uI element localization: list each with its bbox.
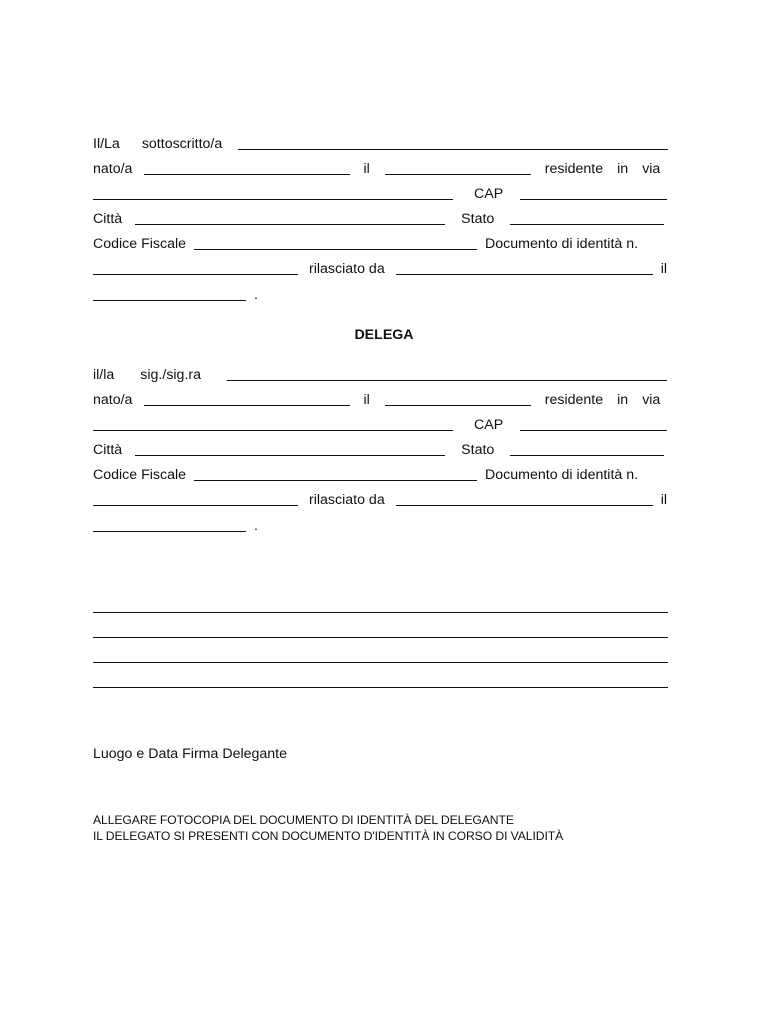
delegante-fiscal-row bbox=[93, 235, 673, 253]
issued-by-blank[interactable] bbox=[396, 274, 653, 275]
cap-blank[interactable] bbox=[520, 199, 667, 200]
delegato-name-row bbox=[93, 366, 673, 384]
issue-date-blank[interactable] bbox=[93, 531, 246, 532]
delegato-issue-row bbox=[93, 491, 673, 509]
issue-date-blank[interactable] bbox=[93, 300, 246, 301]
state-blank[interactable] bbox=[510, 224, 664, 225]
city-label: Città bbox=[93, 442, 123, 458]
residence-label: residente bbox=[544, 161, 604, 177]
free-text-rule-1[interactable] bbox=[93, 612, 668, 613]
date-label: il bbox=[363, 392, 370, 408]
date-label: il bbox=[363, 161, 370, 177]
delegante-name-row bbox=[93, 135, 673, 153]
fiscal-code-label: Codice Fiscale bbox=[93, 236, 187, 252]
city-label: Città bbox=[93, 211, 123, 227]
end-period: . bbox=[254, 518, 258, 534]
birthdate-blank[interactable] bbox=[385, 405, 531, 406]
signature-line bbox=[93, 745, 673, 763]
issued-by-label: rilasciato da bbox=[309, 261, 385, 277]
fiscal-code-label: Codice Fiscale bbox=[93, 467, 187, 483]
issued-date-label: il bbox=[660, 261, 668, 277]
residence-label: residente bbox=[544, 392, 604, 408]
subject-label: Il/La bbox=[93, 136, 120, 152]
city-blank[interactable] bbox=[135, 224, 445, 225]
city-blank[interactable] bbox=[135, 455, 445, 456]
note-attach-id: ALLEGARE FOTOCOPIA DEL DOCUMENTO DI IDENTITÀ DEL DELEGANTE bbox=[93, 813, 514, 827]
end-period: . bbox=[254, 287, 258, 303]
name-blank[interactable] bbox=[238, 149, 668, 150]
fiscal-code-blank[interactable] bbox=[194, 480, 477, 481]
cap-label: CAP bbox=[474, 417, 504, 433]
id-document-label: Documento di identità n. bbox=[485, 467, 639, 483]
cap-label: CAP bbox=[474, 186, 504, 202]
name-blank[interactable] bbox=[227, 380, 667, 381]
id-number-blank[interactable] bbox=[93, 505, 298, 506]
state-blank[interactable] bbox=[510, 455, 664, 456]
street-blank[interactable] bbox=[93, 430, 453, 431]
birthplace-blank[interactable] bbox=[144, 174, 350, 175]
subject-role: sig./sig.ra bbox=[140, 367, 202, 383]
delegato-birth-row bbox=[93, 391, 673, 409]
id-document-label: Documento di identità n. bbox=[485, 236, 639, 252]
issued-by-blank[interactable] bbox=[396, 505, 653, 506]
free-text-rule-4[interactable] bbox=[93, 687, 668, 688]
via-label: via bbox=[642, 161, 661, 177]
delegante-city-row bbox=[93, 210, 673, 228]
document-title: DELEGA bbox=[354, 327, 414, 343]
cap-blank[interactable] bbox=[520, 430, 667, 431]
subject-label: il/la bbox=[93, 367, 115, 383]
signature-label: Luogo e Data Firma Delegante bbox=[93, 746, 288, 762]
born-label: nato/a bbox=[93, 392, 133, 408]
subject-role: sottoscritto/a bbox=[141, 136, 223, 152]
delegante-street-row bbox=[93, 185, 673, 203]
free-text-rule-2[interactable] bbox=[93, 637, 668, 638]
delegante-birth-row bbox=[93, 160, 673, 178]
delegato-issue-date-row bbox=[93, 517, 673, 535]
delegato-fiscal-row bbox=[93, 466, 673, 484]
via-label: via bbox=[642, 392, 661, 408]
delegante-issue-row bbox=[93, 260, 673, 278]
issued-date-label: il bbox=[660, 492, 668, 508]
state-label: Stato bbox=[461, 442, 495, 458]
in-label: in bbox=[617, 161, 629, 177]
free-text-rule-3[interactable] bbox=[93, 662, 668, 663]
note-delegate-id: IL DELEGATO SI PRESENTI CON DOCUMENTO D'IDENTITÀ IN CORSO DI VALIDITÀ bbox=[93, 829, 564, 843]
fiscal-code-blank[interactable] bbox=[194, 249, 477, 250]
birthdate-blank[interactable] bbox=[385, 174, 531, 175]
delegato-city-row bbox=[93, 441, 673, 459]
state-label: Stato bbox=[461, 211, 495, 227]
id-number-blank[interactable] bbox=[93, 274, 298, 275]
delegante-issue-date-row bbox=[93, 286, 673, 304]
issued-by-label: rilasciato da bbox=[309, 492, 385, 508]
delegato-street-row bbox=[93, 416, 673, 434]
birthplace-blank[interactable] bbox=[144, 405, 350, 406]
born-label: nato/a bbox=[93, 161, 133, 177]
street-blank[interactable] bbox=[93, 199, 453, 200]
in-label: in bbox=[617, 392, 629, 408]
